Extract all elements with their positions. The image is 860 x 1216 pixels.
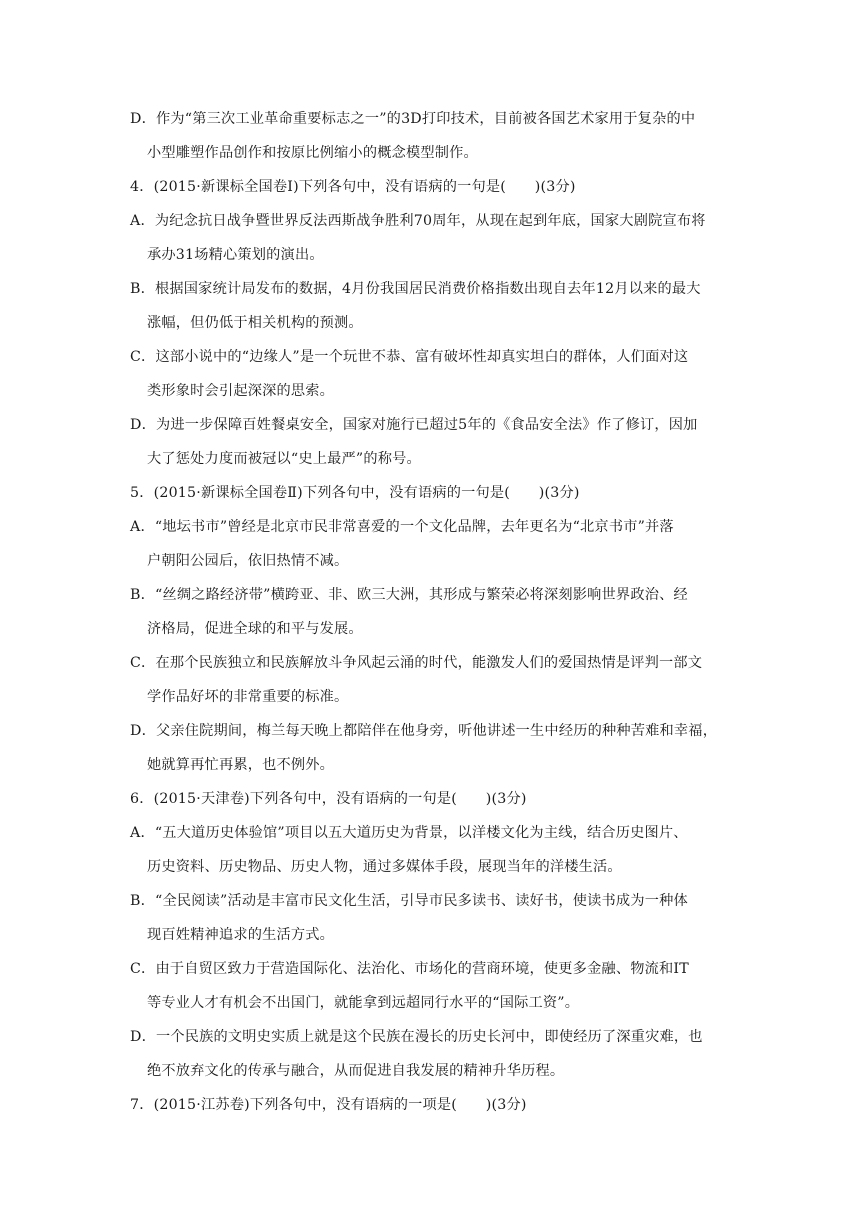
text-line: B．根据国家统计局发布的数据，4月份我国居民消费价格指数出现自去年12月以来的最大	[130, 281, 701, 297]
option-c-q4	[130, 340, 732, 408]
option-b-q6	[130, 884, 732, 952]
text-line: C．这部小说中的“边缘人”是一个玩世不恭、富有破坏性却真实坦白的群体，人们面对这	[130, 349, 689, 365]
text-line: 等专业人才有机会不出国门，就能拿到远超同行水平的“国际工资”。	[147, 995, 580, 1011]
question-5	[130, 476, 732, 510]
text-line: 济格局，促进全球的和平与发展。	[147, 621, 363, 637]
text-line: D．一个民族的文明史实质上就是这个民族在漫长的历史长河中，即使经历了深重灾难，也	[130, 1029, 703, 1045]
text-line: C．在那个民族独立和民族解放斗争风起云涌的时代，能激发人们的爱国热情是评判一部文	[130, 655, 703, 671]
option-a-q4	[130, 204, 732, 272]
question-stem: 7．(2015·江苏卷)下列各句中，没有语病的一项是( )(3分)	[130, 1097, 527, 1113]
option-d-q5	[130, 714, 732, 782]
option-c-q6	[130, 952, 732, 1020]
text-line: 类形象时会引起深深的思索。	[147, 383, 335, 399]
text-line: 绝不放弃文化的传承与融合，从而促进自我发展的精神升华历程。	[147, 1063, 565, 1079]
option-d-q4	[130, 408, 732, 476]
option-b-q4	[130, 272, 732, 340]
document-body	[130, 102, 732, 1122]
option-b-q5	[130, 578, 732, 646]
option-a-q6	[130, 816, 732, 884]
text-line: 小型雕塑作品创作和按原比例缩小的概念模型制作。	[147, 145, 478, 161]
option-d-q3	[130, 102, 732, 170]
text-line: B．“丝绸之路经济带”横跨亚、非、欧三大洲，其形成与繁荣必将深刻影响世界政治、经	[130, 587, 688, 603]
text-line: D．作为“第三次工业革命重要标志之一”的3D打印技术，目前被各国艺术家用于复杂的中	[130, 111, 696, 127]
text-line: D．为进一步保障百姓餐桌安全，国家对施行已超过5年的《食品安全法》作了修订，因加	[130, 417, 698, 433]
question-4	[130, 170, 732, 204]
text-line: B．“全民阅读”活动是丰富市民文化生活，引导市民多读书、读好书，使读书成为一种体	[130, 893, 688, 909]
text-line: 现百姓精神追求的生活方式。	[147, 927, 335, 943]
question-stem: 5．(2015·新课标全国卷Ⅱ)下列各句中，没有语病的一句是( )(3分)	[130, 485, 580, 501]
text-line: 涨幅，但仍低于相关机构的预测。	[147, 315, 363, 331]
question-stem: 4．(2015·新课标全国卷Ⅰ)下列各句中，没有语病的一句是( )(3分)	[130, 179, 576, 195]
text-line: A．“五大道历史体验馆”项目以五大道历史为背景，以洋楼文化为主线，结合历史图片、	[130, 825, 688, 841]
option-a-q5	[130, 510, 732, 578]
question-stem: 6．(2015·天津卷)下列各句中，没有语病的一句是( )(3分)	[130, 791, 527, 807]
text-line: A．为纪念抗日战争暨世界反法西斯战争胜利70周年，从现在起到年底，国家大剧院宣布将	[130, 213, 706, 229]
text-line: 历史资料、历史物品、历史人物，通过多媒体手段，展现当年的洋楼生活。	[147, 859, 622, 875]
option-d-q6	[130, 1020, 732, 1088]
text-line: A．“地坛书市”曾经是北京市民非常喜爱的一个文化品牌，去年更名为“北京书市”并落	[130, 519, 674, 535]
text-line: 她就算再忙再累，也不例外。	[147, 757, 335, 773]
text-line: 大了惩处力度而被冠以“史上最严”的称号。	[147, 451, 421, 467]
text-line: 户朝阳公园后，依旧热情不减。	[147, 553, 349, 569]
text-line: 承办31场精心策划的演出。	[147, 247, 324, 263]
question-6	[130, 782, 732, 816]
option-c-q5	[130, 646, 732, 714]
text-line: C．由于自贸区致力于营造国际化、法治化、市场化的营商环境，使更多金融、物流和IT	[130, 961, 689, 977]
text-line: 学作品好坏的非常重要的标准。	[147, 689, 349, 705]
question-7	[130, 1088, 732, 1122]
text-line: D．父亲住院期间，梅兰每天晚上都陪伴在他身旁，听他讲述一生中经历的种种苦难和幸福，	[130, 723, 718, 739]
